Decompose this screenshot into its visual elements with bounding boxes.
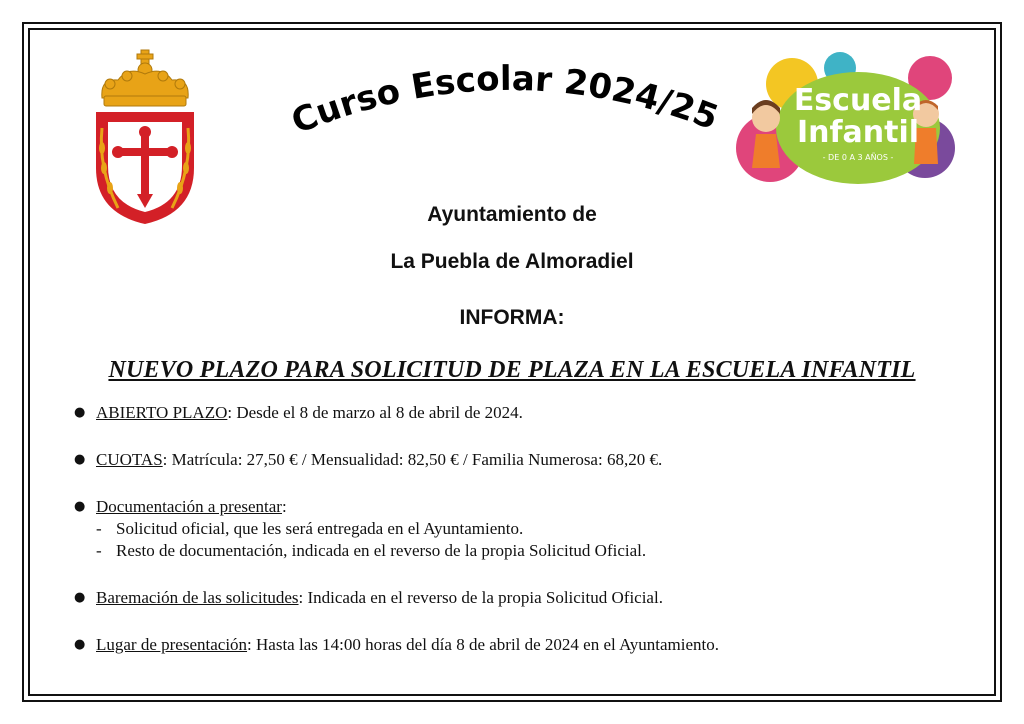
item-text: : Indicada en el reverso de la propia Solicitud Oficial. [298,588,663,607]
logo-line1: Escuela [793,83,923,118]
list-item [72,634,972,656]
sub-item: - Solicitud oficial, que les será entregada en el Ayuntamiento. [96,519,524,538]
bullet-icon: ● [74,637,86,652]
item-label: ABIERTO PLAZO [96,403,228,422]
municipal-crest-icon [88,48,203,228]
girl-icon [752,100,780,168]
item-text: : Matrícula: 27,50 € / Mensualidad: 82,50 € / Familia Numerosa: 68,20 €. [162,450,663,469]
bullet-icon: ● [74,405,86,420]
escuela-infantil-logo [730,48,960,188]
list-item [72,449,972,471]
bullet-icon: ● [74,452,86,467]
info-list [72,402,972,656]
item-text: : Hasta las 14:00 horas del día 8 de abril de 2024 en el Ayuntamiento. [247,635,720,654]
logo-tagline: - DE 0 A 3 AÑOS - [822,153,894,162]
logo-line2: Infantil [796,115,920,150]
informa-heading: INFORMA: [459,306,565,329]
list-item [72,496,972,562]
list-item [72,587,972,609]
item-text: : [281,497,287,516]
bullet-icon: ● [74,590,86,605]
notice-subtitle: NUEVO PLAZO PARA SOLICITUD DE PLAZA EN LA ESCUELA INFANTIL [108,357,916,383]
item-label: CUOTAS [96,450,163,469]
course-title: Curso Escolar 2024/25 [286,58,724,143]
town-name: La Puebla de Almoradiel [390,250,634,273]
list-item [72,402,972,424]
item-text: : Desde el 8 de marzo al 8 de abril de 2024. [227,403,523,422]
course-title-arc [270,55,740,165]
ayuntamiento-line: Ayuntamiento de [427,203,597,226]
sub-item-text: Solicitud oficial, que les será entregada en el Ayuntamiento. [116,519,524,538]
item-label: Documentación a presentar [96,497,282,516]
item-label: Baremación de las solicitudes [96,588,299,607]
bullet-icon: ● [74,499,86,514]
sub-item: - Resto de documentación, indicada en el reverso de la propia Solicitud Oficial. [96,541,647,560]
item-label: Lugar de presentación [96,635,248,654]
sub-item-text: Resto de documentación, indicada en el reverso de la propia Solicitud Oficial. [116,541,647,560]
